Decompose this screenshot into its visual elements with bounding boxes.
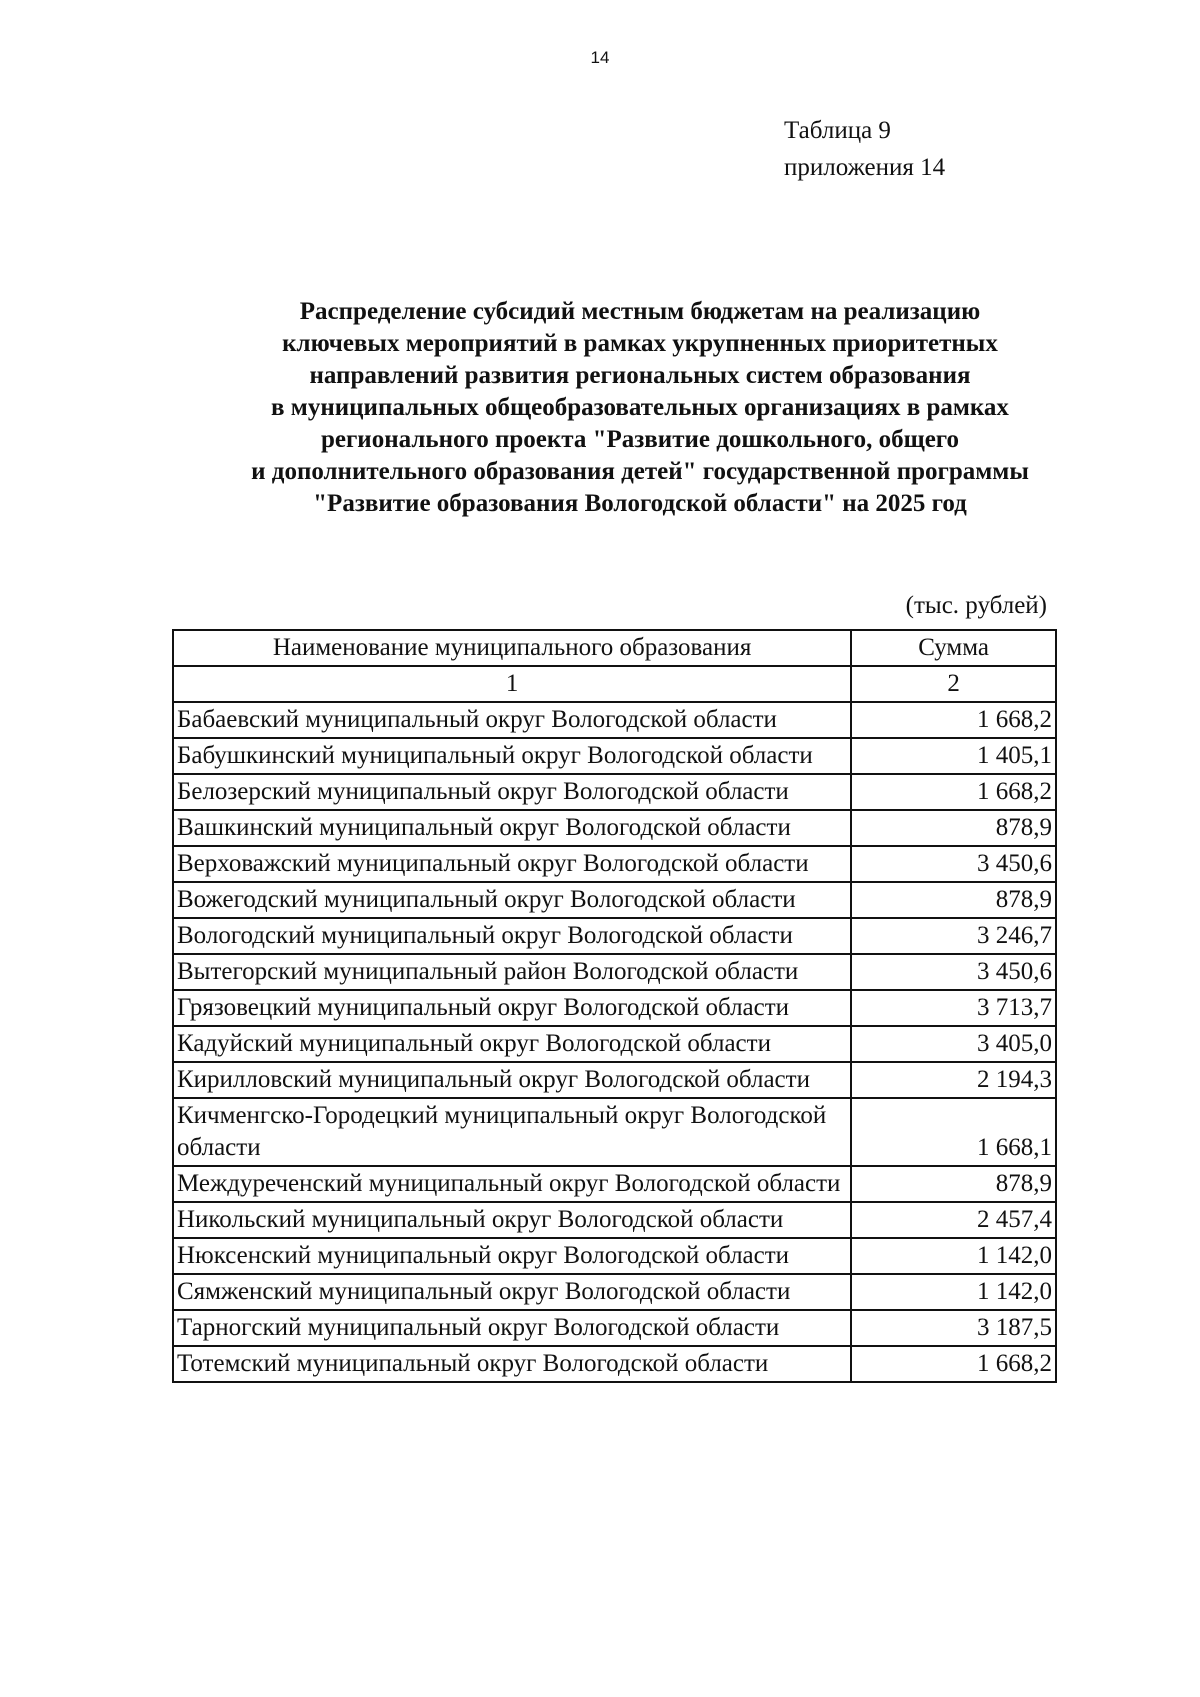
document-title: [170, 296, 1110, 520]
subsidy-amount: 3 246,7: [851, 918, 1056, 954]
subsidy-amount: 1 668,1: [851, 1098, 1056, 1166]
table-row: [173, 1274, 1056, 1310]
subsidy-amount: 878,9: [851, 1166, 1056, 1202]
subsidy-amount: 1 142,0: [851, 1238, 1056, 1274]
units-label: (тыс. рублей): [905, 592, 1047, 619]
column-number-row: [173, 666, 1056, 702]
municipality-name: Нюксенский муниципальный округ Вологодской области: [173, 1238, 851, 1274]
subsidy-amount: 2 194,3: [851, 1062, 1056, 1098]
title-line: ключевых мероприятий в рамках укрупненных приоритетных: [282, 330, 998, 357]
subsidy-amount: 1 668,2: [851, 1346, 1056, 1382]
table-reference-line1: Таблица 9: [784, 117, 891, 144]
subsidy-amount: 3 713,7: [851, 990, 1056, 1026]
table-row: [173, 810, 1056, 846]
municipality-name: Никольский муниципальный округ Вологодской области: [173, 1202, 851, 1238]
municipality-name: Вытегорский муниципальный район Вологодской области: [173, 954, 851, 990]
table-row: [173, 1166, 1056, 1202]
municipality-name: Бабушкинский муниципальный округ Вологодской области: [173, 738, 851, 774]
subsidy-amount: 3 187,5: [851, 1310, 1056, 1346]
municipality-name: Тарногский муниципальный округ Вологодской области: [173, 1310, 851, 1346]
subsidy-amount: 3 450,6: [851, 846, 1056, 882]
column-number: 1: [173, 666, 851, 702]
municipality-name: Вожегодский муниципальный округ Вологодской области: [173, 882, 851, 918]
municipality-name: Кадуйский муниципальный округ Вологодской области: [173, 1026, 851, 1062]
table-body: [173, 702, 1056, 1382]
table-row: [173, 918, 1056, 954]
table-row: [173, 1238, 1056, 1274]
table-row: [173, 882, 1056, 918]
subsidy-amount: 1 668,2: [851, 702, 1056, 738]
subsidy-amount: 878,9: [851, 810, 1056, 846]
subsidy-amount: 1 668,2: [851, 774, 1056, 810]
table-row: [173, 774, 1056, 810]
municipality-name: Грязовецкий муниципальный округ Вологодской области: [173, 990, 851, 1026]
table-row: [173, 990, 1056, 1026]
table-row: [173, 1310, 1056, 1346]
title-line: Распределение субсидий местным бюджетам на реализацию: [299, 298, 981, 325]
subsidy-amount: 878,9: [851, 882, 1056, 918]
subsidy-amount: 2 457,4: [851, 1202, 1056, 1238]
table-row: [173, 1346, 1056, 1382]
municipality-name: Сямженский муниципальный округ Вологодской области: [173, 1274, 851, 1310]
subsidy-table: [172, 629, 1057, 1383]
municipality-name: Междуреченский муниципальный округ Вологодской области: [173, 1166, 851, 1202]
subsidy-amount: 3 450,6: [851, 954, 1056, 990]
page-number: 14: [590, 48, 610, 67]
header-amount: Сумма: [851, 630, 1056, 666]
municipality-name: Кичменгско-Городецкий муниципальный округ Вологодской области: [173, 1098, 851, 1166]
title-line: в муниципальных общеобразовательных организациях в рамках: [271, 394, 1009, 421]
table-row: [173, 1202, 1056, 1238]
header-row: [173, 630, 1056, 666]
title-line: и дополнительного образования детей" государственной программы: [251, 458, 1029, 485]
table-row: [173, 1026, 1056, 1062]
table-reference-line2: приложения 14: [784, 154, 946, 181]
title-line: регионального проекта "Развитие дошкольного, общего: [320, 426, 960, 453]
municipality-name: Вологодский муниципальный округ Вологодской области: [173, 918, 851, 954]
column-number: 2: [851, 666, 1056, 702]
table-row: [173, 846, 1056, 882]
table-row: [173, 702, 1056, 738]
municipality-name: Тотемский муниципальный округ Вологодской области: [173, 1346, 851, 1382]
municipality-name: Бабаевский муниципальный округ Вологодской области: [173, 702, 851, 738]
subsidy-amount: 1 405,1: [851, 738, 1056, 774]
table-row: [173, 1098, 1056, 1166]
municipality-name: Вашкинский муниципальный округ Вологодской области: [173, 810, 851, 846]
table-row: [173, 738, 1056, 774]
municipality-name: Верховажский муниципальный округ Вологодской области: [173, 846, 851, 882]
title-line: направлений развития региональных систем образования: [309, 362, 971, 389]
municipality-name: Белозерский муниципальный округ Вологодской области: [173, 774, 851, 810]
subsidy-amount: 3 405,0: [851, 1026, 1056, 1062]
municipality-name: Кирилловский муниципальный округ Вологодской области: [173, 1062, 851, 1098]
subsidy-amount: 1 142,0: [851, 1274, 1056, 1310]
table-reference: [784, 112, 945, 186]
title-line: "Развитие образования Вологодской области" на 2025 год: [313, 490, 967, 517]
header-name: Наименование муниципального образования: [173, 630, 851, 666]
table-row: [173, 954, 1056, 990]
table-row: [173, 1062, 1056, 1098]
